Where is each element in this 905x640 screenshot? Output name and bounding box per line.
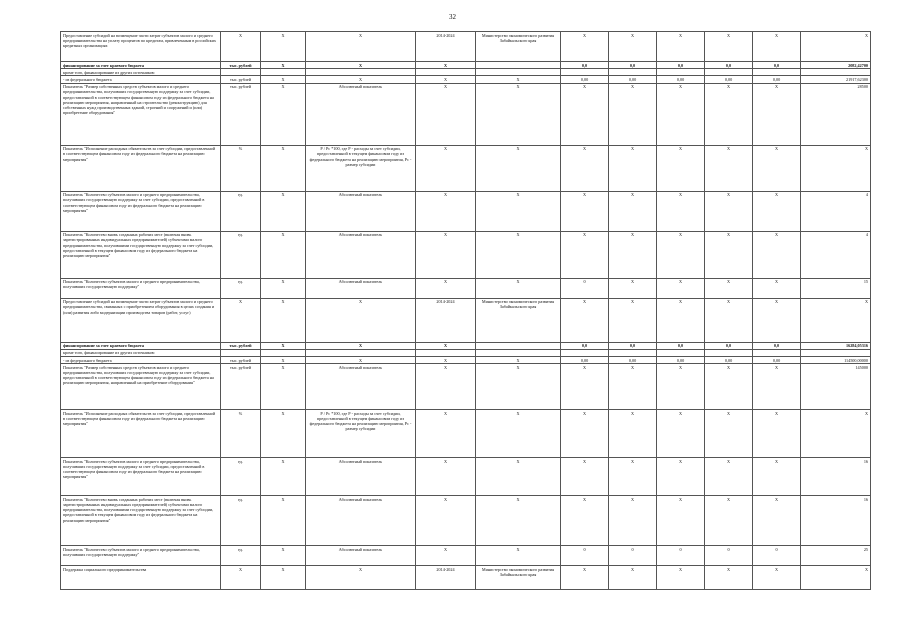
cell-description: Показатель "Исполнение расходных обязательств за счет субсидии, предоставленной в соответствующем финансовом году из федерального бюджета на реализацию мероприятия" <box>61 410 221 458</box>
cell-year-2023: Х <box>753 278 801 298</box>
cell-code: Х <box>261 566 306 590</box>
cell-year-2023: Х <box>753 231 801 278</box>
cell-year-2022 <box>705 349 753 356</box>
cell-year-2019: Х <box>561 364 609 410</box>
cell-year-2020 <box>609 349 657 356</box>
cell-executor: Х <box>476 364 561 410</box>
cell-unit: тыс. рублей <box>221 357 261 364</box>
cell-code: Х <box>261 357 306 364</box>
cell-year-2020: Х <box>609 83 657 145</box>
cell-year-2020: 0,0 <box>609 342 657 349</box>
cell-year-2022: Х <box>705 231 753 278</box>
table-row <box>61 62 871 69</box>
cell-year-2023 <box>753 349 801 356</box>
cell-code: Х <box>261 83 306 145</box>
cell-period: Х <box>416 546 476 566</box>
cell-description: Показатель "Количество субъектов малого и среднего предпринимательства, получивших государственную поддержку за счет субсидии, предоставленной в соответствующем финансовом году из федерального бюджета на реализацию мероприятия" <box>61 458 221 496</box>
cell-year-2021: Х <box>657 83 705 145</box>
cell-period: Х <box>416 76 476 83</box>
cell-year-2024: 145000 <box>801 364 871 410</box>
cell-year-2023: Х <box>753 191 801 231</box>
cell-year-2020: 0,0 <box>609 62 657 69</box>
cell-year-2019 <box>561 349 609 356</box>
cell-year-2019: 0,0 <box>561 342 609 349</box>
cell-year-2019: Х <box>561 458 609 496</box>
cell-code: Х <box>261 458 306 496</box>
cell-formula: Х <box>306 566 416 590</box>
cell-year-2020: Х <box>609 278 657 298</box>
cell-code: Х <box>261 32 306 62</box>
table-row <box>61 298 871 342</box>
cell-year-2023: Х <box>753 410 801 458</box>
cell-year-2020: Х <box>609 410 657 458</box>
cell-code: Х <box>261 364 306 410</box>
cell-year-2023: 0,00 <box>753 357 801 364</box>
cell-executor: Х <box>476 410 561 458</box>
cell-code: Х <box>261 298 306 342</box>
cell-year-2023: 0,00 <box>753 76 801 83</box>
cell-description: Показатель "Количество вновь созданных рабочих мест (включая вновь зарегистрированных индивидуальных предпринимателей) субъектами малого предпринимательства, получившими государственную поддержку за счет субсидии, предоставленной в текущем финансовом году из федерального бюджета на реализацию мероприятия" <box>61 496 221 546</box>
cell-year-2022: 0,0 <box>705 342 753 349</box>
cell-year-2023: 0,0 <box>753 62 801 69</box>
cell-year-2019: Х <box>561 298 609 342</box>
cell-year-2024: Х <box>801 566 871 590</box>
cell-period: Х <box>416 231 476 278</box>
cell-year-2022: Х <box>705 278 753 298</box>
table-row <box>61 69 871 76</box>
cell-code <box>261 349 306 356</box>
cell-executor <box>476 349 561 356</box>
cell-description: финансирование за счет краевого бюджета <box>61 342 221 349</box>
cell-period: Х <box>416 191 476 231</box>
cell-description: Показатель "Количество субъектов малого и среднего предпринимательства, получивших государственную поддержку" <box>61 546 221 566</box>
cell-description: кроме того, финансирование из других источников: <box>61 69 221 76</box>
cell-executor: Х <box>476 83 561 145</box>
cell-description: кроме того, финансирование из других источников: <box>61 349 221 356</box>
table-row <box>61 458 871 496</box>
cell-year-2019: 0 <box>561 278 609 298</box>
cell-formula: Абсолютный показатель <box>306 458 416 496</box>
cell-year-2021: Х <box>657 191 705 231</box>
cell-unit: % <box>221 410 261 458</box>
cell-year-2021: 0,0 <box>657 342 705 349</box>
cell-year-2019: 0,00 <box>561 76 609 83</box>
cell-year-2023: Х <box>753 145 801 191</box>
cell-formula: Абсолютный показатель <box>306 231 416 278</box>
table-row <box>61 278 871 298</box>
cell-year-2024: 28500 <box>801 83 871 145</box>
cell-year-2021: Х <box>657 32 705 62</box>
table-row <box>61 76 871 83</box>
cell-year-2024: 16284,05316 <box>801 342 871 349</box>
cell-executor: Х <box>476 496 561 546</box>
cell-unit: % <box>221 145 261 191</box>
cell-year-2020: 0 <box>609 546 657 566</box>
cell-year-2023: Х <box>753 458 801 496</box>
cell-year-2019: 0 <box>561 546 609 566</box>
cell-description: Показатель "Количество субъектов малого и среднего предпринимательства, получивших государственную поддержку" <box>61 278 221 298</box>
cell-description: - из федерального бюджета <box>61 76 221 83</box>
cell-year-2023: Х <box>753 298 801 342</box>
cell-year-2022: 0,00 <box>705 76 753 83</box>
cell-year-2024 <box>801 349 871 356</box>
cell-executor <box>476 69 561 76</box>
cell-year-2021: 0,0 <box>657 62 705 69</box>
cell-formula: Х <box>306 62 416 69</box>
cell-year-2020: 0,00 <box>609 76 657 83</box>
table-row <box>61 145 871 191</box>
cell-year-2020 <box>609 69 657 76</box>
cell-year-2020: Х <box>609 566 657 590</box>
cell-unit: тыс. рублей <box>221 76 261 83</box>
cell-formula <box>306 69 416 76</box>
cell-executor: Х <box>476 357 561 364</box>
cell-description: Поддержка социального предпринимательства <box>61 566 221 590</box>
cell-year-2023: 0 <box>753 546 801 566</box>
cell-description: Показатель "Размер собственных средств субъектов малого и среднего предпринимательства, получивших государственную поддержку за счет субсидии, предоставленной в соответствующем финансовом году из федерального бюджета на реализацию мероприятия, направленный на строительство (реконструкцию) для собственных нужд производственных зданий, строений и сооружений и (или) приобретение оборудования" <box>61 83 221 145</box>
cell-formula: Х <box>306 342 416 349</box>
cell-formula: Абсолютный показатель <box>306 546 416 566</box>
cell-unit: тыс. рублей <box>221 342 261 349</box>
cell-formula: Абсолютный показатель <box>306 496 416 546</box>
cell-unit: Х <box>221 566 261 590</box>
page-number: 32 <box>449 13 456 21</box>
cell-year-2023: Х <box>753 566 801 590</box>
table-row <box>61 496 871 546</box>
table-body <box>61 32 871 590</box>
cell-unit: ед. <box>221 546 261 566</box>
cell-year-2021: 0 <box>657 546 705 566</box>
cell-unit: ед. <box>221 231 261 278</box>
cell-year-2020: 0,00 <box>609 357 657 364</box>
cell-unit <box>221 69 261 76</box>
cell-description: Предоставление субсидий на возмещение части затрат субъектов малого и среднего предпринимательства на уплату процентов по кредитам, привлеченным в российских кредитных организациях <box>61 32 221 62</box>
cell-year-2024: 4 <box>801 191 871 231</box>
cell-year-2024: 114500,00000 <box>801 357 871 364</box>
cell-description: Показатель "Исполнение расходных обязательств за счет субсидии, предоставленной в соответствующем финансовом году из федерального бюджета на реализацию мероприятия" <box>61 145 221 191</box>
cell-year-2023: Х <box>753 364 801 410</box>
cell-formula <box>306 349 416 356</box>
cell-unit: Х <box>221 298 261 342</box>
cell-period: Х <box>416 496 476 546</box>
cell-year-2020: Х <box>609 145 657 191</box>
cell-year-2024: 16 <box>801 458 871 496</box>
cell-code: Х <box>261 231 306 278</box>
cell-executor: Х <box>476 231 561 278</box>
cell-unit: тыс. рублей <box>221 83 261 145</box>
cell-executor: Х <box>476 191 561 231</box>
cell-code: Х <box>261 278 306 298</box>
cell-unit: ед. <box>221 496 261 546</box>
cell-year-2020: Х <box>609 458 657 496</box>
cell-period: Х <box>416 410 476 458</box>
cell-executor <box>476 62 561 69</box>
cell-year-2019: Х <box>561 191 609 231</box>
cell-year-2019: Х <box>561 145 609 191</box>
cell-year-2019: Х <box>561 496 609 546</box>
table-row <box>61 191 871 231</box>
cell-year-2021: Х <box>657 231 705 278</box>
cell-year-2022: 0,0 <box>705 62 753 69</box>
cell-year-2019: Х <box>561 32 609 62</box>
cell-year-2019: 0,0 <box>561 62 609 69</box>
cell-executor: Министерство экономического развития Забайкальского края <box>476 32 561 62</box>
cell-year-2022: Х <box>705 298 753 342</box>
cell-formula: Абсолютный показатель <box>306 191 416 231</box>
cell-executor: Министерство экономического развития Забайкальского края <box>476 566 561 590</box>
cell-year-2022: Х <box>705 458 753 496</box>
cell-year-2022: Х <box>705 32 753 62</box>
cell-year-2024: Х <box>801 298 871 342</box>
cell-year-2022: Х <box>705 83 753 145</box>
cell-executor: Х <box>476 76 561 83</box>
cell-year-2021: Х <box>657 458 705 496</box>
cell-period <box>416 349 476 356</box>
cell-year-2022: Х <box>705 364 753 410</box>
cell-period: Х <box>416 357 476 364</box>
cell-period: 2014-2024 <box>416 566 476 590</box>
cell-period: Х <box>416 278 476 298</box>
cell-year-2020: Х <box>609 298 657 342</box>
cell-unit: ед. <box>221 458 261 496</box>
cell-year-2019: Х <box>561 410 609 458</box>
cell-year-2024: 15 <box>801 278 871 298</box>
cell-executor: Х <box>476 546 561 566</box>
cell-year-2021: Х <box>657 566 705 590</box>
cell-unit: тыс. рублей <box>221 62 261 69</box>
cell-year-2019: Х <box>561 231 609 278</box>
cell-description: Показатель "Количество субъектов малого и среднего предпринимательства, получивших государственную поддержку за счет субсидии, предоставленной в соответствующем финансовом году из федерального бюджета на реализацию мероприятия" <box>61 191 221 231</box>
cell-year-2019: Х <box>561 83 609 145</box>
table-row <box>61 32 871 62</box>
cell-executor: Х <box>476 458 561 496</box>
cell-description: Показатель "Размер собственных средств субъектов малого и среднего предпринимательства, получивших государственную поддержку за счет субсидии, предоставленной в соответствующем финансовом году из федерального бюджета на реализацию мероприятия, направленный на приобретение оборудования" <box>61 364 221 410</box>
cell-period: Х <box>416 62 476 69</box>
cell-executor: Х <box>476 145 561 191</box>
cell-unit: ед. <box>221 191 261 231</box>
cell-code: Х <box>261 546 306 566</box>
cell-period: 2014-2024 <box>416 32 476 62</box>
cell-code <box>261 69 306 76</box>
cell-code: Х <box>261 145 306 191</box>
cell-code: Х <box>261 496 306 546</box>
cell-year-2020: Х <box>609 496 657 546</box>
cell-period: Х <box>416 145 476 191</box>
cell-description: финансирование за счет краевого бюджета <box>61 62 221 69</box>
cell-formula: Х <box>306 298 416 342</box>
cell-year-2023 <box>753 69 801 76</box>
cell-year-2022: Х <box>705 191 753 231</box>
cell-year-2021: Х <box>657 278 705 298</box>
cell-year-2022: 0 <box>705 546 753 566</box>
cell-period <box>416 69 476 76</box>
table-row <box>61 364 871 410</box>
cell-formula: Х <box>306 357 416 364</box>
cell-unit <box>221 349 261 356</box>
cell-year-2020: Х <box>609 191 657 231</box>
table-row <box>61 349 871 356</box>
table-row <box>61 83 871 145</box>
cell-year-2022: 0,00 <box>705 357 753 364</box>
cell-executor: Х <box>476 278 561 298</box>
cell-year-2019: Х <box>561 566 609 590</box>
cell-description: Показатель "Количество вновь созданных рабочих мест (включая вновь зарегистрированных индивидуальных предпринимателей) субъектами малого предпринимательства, получившими государственную поддержку за счет субсидии, предоставленной в текущем финансовом году из федерального бюджета на реализацию мероприятия" <box>61 231 221 278</box>
cell-year-2023: Х <box>753 83 801 145</box>
cell-year-2022: Х <box>705 496 753 546</box>
cell-period: Х <box>416 364 476 410</box>
cell-executor <box>476 342 561 349</box>
cell-year-2022: Х <box>705 145 753 191</box>
cell-year-2024: 21917,62300 <box>801 76 871 83</box>
table-row <box>61 231 871 278</box>
program-table <box>60 31 871 590</box>
cell-year-2020: Х <box>609 231 657 278</box>
cell-description: - из федерального бюджета <box>61 357 221 364</box>
cell-year-2021: Х <box>657 145 705 191</box>
table-row <box>61 566 871 590</box>
cell-period: Х <box>416 458 476 496</box>
table-row <box>61 410 871 458</box>
cell-year-2023: Х <box>753 496 801 546</box>
cell-year-2020: Х <box>609 364 657 410</box>
cell-year-2019: 0,00 <box>561 357 609 364</box>
cell-year-2024: 16 <box>801 496 871 546</box>
cell-year-2021: Х <box>657 298 705 342</box>
cell-code: Х <box>261 62 306 69</box>
cell-year-2022 <box>705 69 753 76</box>
cell-year-2021: Х <box>657 410 705 458</box>
cell-code: Х <box>261 410 306 458</box>
table-row <box>61 342 871 349</box>
cell-formula: Абсолютный показатель <box>306 83 416 145</box>
table-row <box>61 546 871 566</box>
cell-code: Х <box>261 76 306 83</box>
cell-period: Х <box>416 83 476 145</box>
cell-year-2023: 0,0 <box>753 342 801 349</box>
cell-code: Х <box>261 342 306 349</box>
cell-code: Х <box>261 191 306 231</box>
cell-unit: Х <box>221 32 261 62</box>
cell-year-2024: Х <box>801 410 871 458</box>
cell-year-2022: Х <box>705 410 753 458</box>
cell-year-2024: Х <box>801 145 871 191</box>
cell-year-2021 <box>657 349 705 356</box>
cell-year-2021: Х <box>657 496 705 546</box>
cell-year-2024: 4 <box>801 231 871 278</box>
cell-formula: Абсолютный показатель <box>306 278 416 298</box>
cell-year-2024: Х <box>801 32 871 62</box>
cell-year-2019 <box>561 69 609 76</box>
cell-year-2023: Х <box>753 32 801 62</box>
cell-formula: Х <box>306 32 416 62</box>
cell-year-2021 <box>657 69 705 76</box>
cell-year-2021: Х <box>657 364 705 410</box>
cell-year-2024: 25 <box>801 546 871 566</box>
cell-year-2021: 0,00 <box>657 357 705 364</box>
cell-description: Предоставление субсидий на возмещение части затрат субъектов малого и среднего предпринимательства, связанных с приобретением оборудования в целях создания и (или) развития либо модернизации производства товаров (работ, услуг) <box>61 298 221 342</box>
cell-year-2024: 2082,42700 <box>801 62 871 69</box>
cell-year-2022: Х <box>705 566 753 590</box>
table-row <box>61 357 871 364</box>
cell-formula: Р / Рс *100, где Р - расходы за счет субсидии, предоставленной в текущем финансовом году из федерального бюджета на реализацию мероприятия, Рс - размер субсидии <box>306 145 416 191</box>
cell-year-2020: Х <box>609 32 657 62</box>
cell-period: Х <box>416 342 476 349</box>
cell-year-2021: 0,00 <box>657 76 705 83</box>
cell-period: 2014-2024 <box>416 298 476 342</box>
cell-executor: Министерство экономического развития Забайкальского края <box>476 298 561 342</box>
cell-formula: Х <box>306 76 416 83</box>
cell-year-2024 <box>801 69 871 76</box>
cell-formula: Абсолютный показатель <box>306 364 416 410</box>
cell-unit: ед. <box>221 278 261 298</box>
cell-formula: Р / Рс *100, где Р - расходы за счет субсидии, предоставленной в текущем финансовом году из федерального бюджета на реализацию мероприятия, Рс - размер субсидии <box>306 410 416 458</box>
cell-unit: тыс. рублей <box>221 364 261 410</box>
